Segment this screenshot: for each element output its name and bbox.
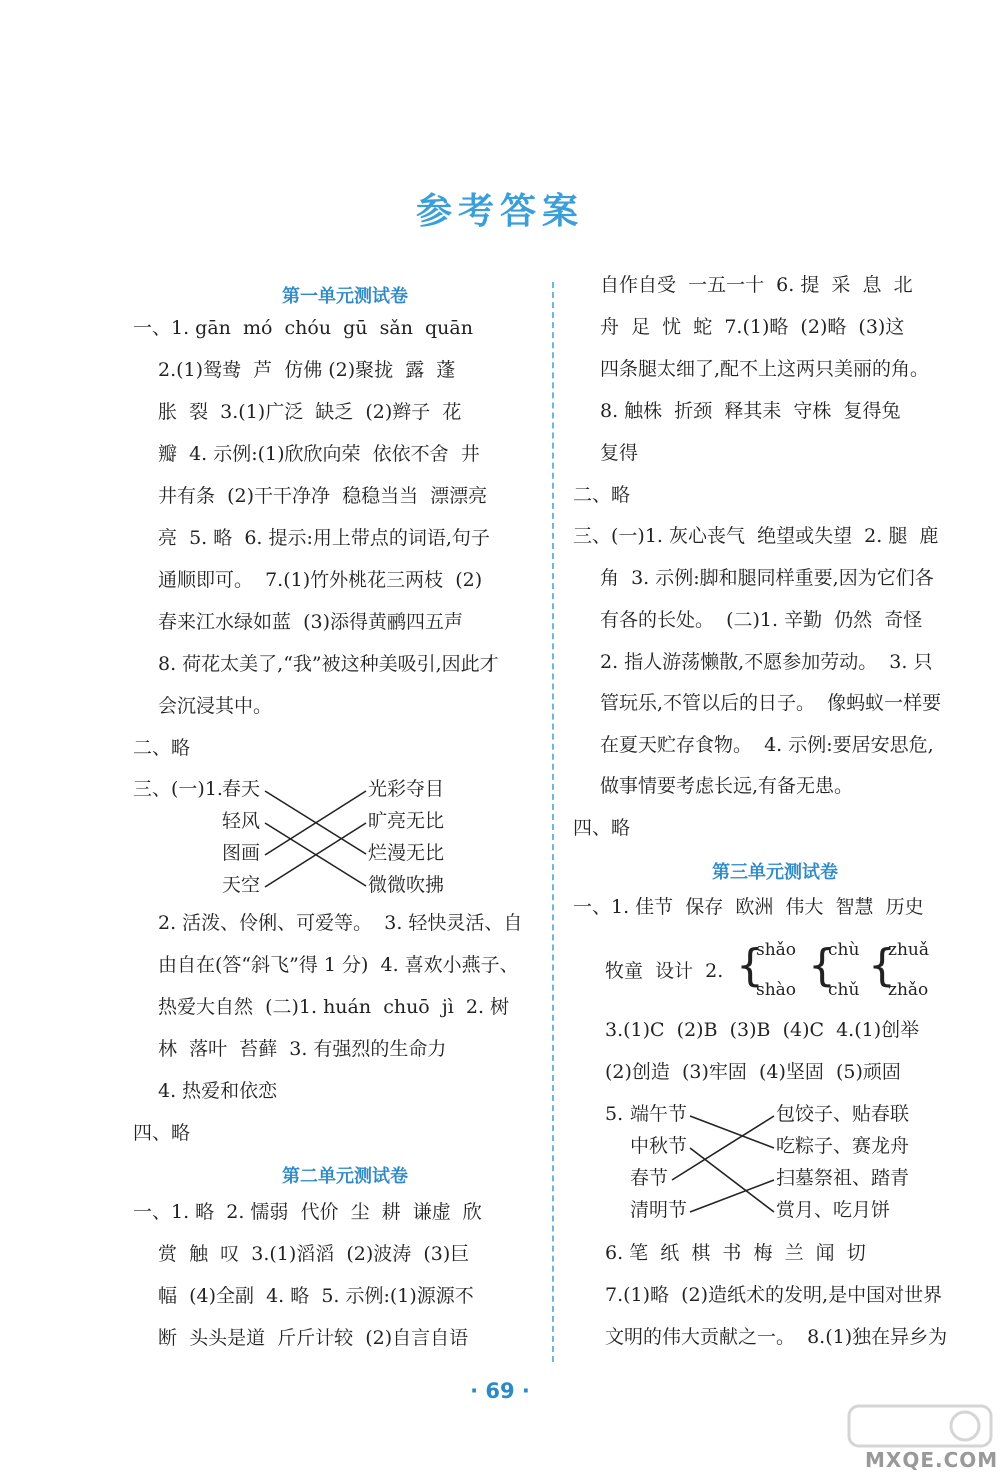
match2-left-item: 清明节 (630, 1199, 688, 1221)
match1-left-item: 天空 (222, 874, 261, 896)
unit1-heading: 第一单元测试卷 (282, 286, 408, 307)
answer-line: 四条腿太细了,配不上这两只美丽的角。 (600, 358, 930, 380)
answer-line: 四、略 (573, 817, 631, 839)
match1-right-item: 微微吹拂 (368, 874, 445, 896)
match2-left-item: 端午节 (630, 1103, 688, 1125)
unit3-heading: 第三单元测试卷 (712, 862, 838, 883)
page-title: 参考答案 (415, 191, 584, 232)
answer-line: 热爱大自然 (二)1. huán chuō jì 2. 树 (158, 996, 510, 1018)
pinyin-option: zhǎo (888, 980, 929, 1000)
page-number: · 69 · (470, 1379, 530, 1403)
answer-line: 复得 (600, 442, 639, 464)
answer-line: 2. 活泼、伶俐、可爱等。 3. 轻快灵活、自 (158, 912, 523, 934)
answer-line: 8. 荷花太美了,“我”被这种美吸引,因此才 (158, 653, 499, 675)
answer-line: 文明的伟大贡献之一。 8.(1)独在异乡为 (605, 1326, 948, 1348)
brace-icon: { (736, 940, 764, 991)
answer-line: 二、略 (133, 737, 191, 759)
match1-prefix: 三、(一)1. (133, 778, 223, 800)
brace-icon: { (808, 940, 836, 991)
answer-line: 6. 笔 纸 棋 书 梅 兰 闻 切 (605, 1242, 866, 1264)
match2-right-item: 扫墓祭祖、踏青 (776, 1167, 910, 1189)
answer-line: 幅 (4)全副 4. 略 5. 示例:(1)源源不 (158, 1285, 474, 1307)
pinyin-option: chù (828, 940, 860, 960)
answer-line: 林 落叶 苔藓 3. 有强烈的生命力 (158, 1038, 447, 1060)
match1-left-item: 春天 (222, 778, 261, 800)
answer-line: 舟 足 忧 蛇 7.(1)略 (2)略 (3)这 (600, 316, 905, 338)
match1-right-item: 烂漫无比 (368, 842, 445, 864)
answer-line: 通顺即可。 7.(1)竹外桃花三两枝 (2) (158, 569, 483, 591)
answer-line: (2)创造 (3)牢固 (4)坚固 (5)顽固 (605, 1061, 901, 1083)
answer-line: 2.(1)鸳鸯 芦 仿佛 (2)聚拢 露 蓬 (158, 359, 456, 381)
answer-line: 有各的长处。 (二)1. 辛勤 仍然 奇怪 (600, 609, 923, 631)
answer-line: 管玩乐,不管以后的日子。 像蚂蚁一样要 (600, 692, 942, 714)
answer-line: 一、1. 佳节 保存 欧洲 伟大 智慧 历史 (573, 896, 924, 918)
match2-left-item: 春节 (630, 1167, 669, 1189)
match1-left-item: 图画 (222, 842, 261, 864)
match2-right-item: 吃粽子、赛龙舟 (776, 1135, 910, 1157)
unit2-heading: 第二单元测试卷 (282, 1166, 408, 1187)
pinyin-option: chǔ (828, 980, 860, 1000)
match-line (672, 1116, 774, 1180)
match2-right-item: 包饺子、贴春联 (776, 1103, 910, 1125)
match-line (690, 1148, 774, 1212)
answer-line: 牧童 设计 2. (605, 960, 724, 982)
answer-line: 一、1. gān mó chóu gū sǎn quān (133, 317, 473, 339)
answer-line: 8. 触株 折颈 释其耒 守株 复得兔 (600, 400, 901, 422)
match2-left-item: 中秋节 (630, 1135, 688, 1157)
answer-line: 二、略 (573, 484, 631, 506)
brace-icon: { (868, 940, 896, 991)
match-line (690, 1180, 774, 1212)
answer-line: 做事情要考虑长远,有备无患。 (600, 775, 854, 797)
pinyin-option: shǎo (756, 940, 797, 960)
answer-line: 3.(1)C (2)B (3)B (4)C 4.(1)创举 (605, 1019, 920, 1041)
pinyin-option: shào (756, 980, 797, 1000)
answer-line: 春来江水绿如蓝 (3)添得黄鹂四五声 (158, 611, 463, 633)
answer-line: 会沉浸其中。 (158, 695, 273, 717)
match2-right-item: 赏月、吃月饼 (776, 1199, 891, 1221)
answer-line: 胀 裂 3.(1)广泛 缺乏 (2)辫子 花 (158, 401, 462, 423)
answer-line: 三、(一)1. 灰心丧气 绝望或失望 2. 腿 鹿 (573, 525, 939, 547)
answer-line: 在夏天贮存食物。 4. 示例:要居安思危, (600, 734, 934, 756)
match1-right-item: 旷亮无比 (368, 810, 445, 832)
answer-line: 4. 热爱和依恋 (158, 1080, 278, 1102)
answer-line: 自作自受 一五一十 6. 提 采 息 北 (600, 274, 913, 296)
answer-line: 瓣 4. 示例:(1)欣欣向荣 依依不舍 井 (158, 443, 480, 465)
answer-line: 井有条 (2)干干净净 稳稳当当 漂漂亮 (158, 485, 488, 507)
answer-line: 7.(1)略 (2)造纸术的发明,是中国对世界 (605, 1284, 943, 1306)
pinyin-option: zhuǎ (888, 940, 929, 960)
answer-line: 亮 5. 略 6. 提示:用上带点的词语,句子 (158, 527, 490, 549)
answer-line: 一、1. 略 2. 懦弱 代价 尘 耕 谦虚 欣 (133, 1201, 482, 1223)
answer-line: 角 3. 示例:脚和腿同样重要,因为它们各 (600, 567, 934, 589)
match2-prefix: 5. (605, 1103, 624, 1125)
match1-left-item: 轻风 (222, 810, 261, 832)
match1-right-item: 光彩夺目 (368, 778, 445, 800)
answer-line: 四、略 (133, 1122, 191, 1144)
watermark-text: MXQE.COM (865, 1448, 999, 1472)
answer-line: 由自在(答“斜飞”得 1 分) 4. 喜欢小燕子、 (158, 954, 519, 976)
answer-line: 2. 指人游荡懒散,不愿参加劳动。 3. 只 (600, 651, 933, 673)
answer-line: 赏 触 叹 3.(1)滔滔 (2)波涛 (3)巨 (158, 1243, 470, 1265)
answer-line: 断 头头是道 斤斤计较 (2)自言自语 (158, 1327, 469, 1349)
